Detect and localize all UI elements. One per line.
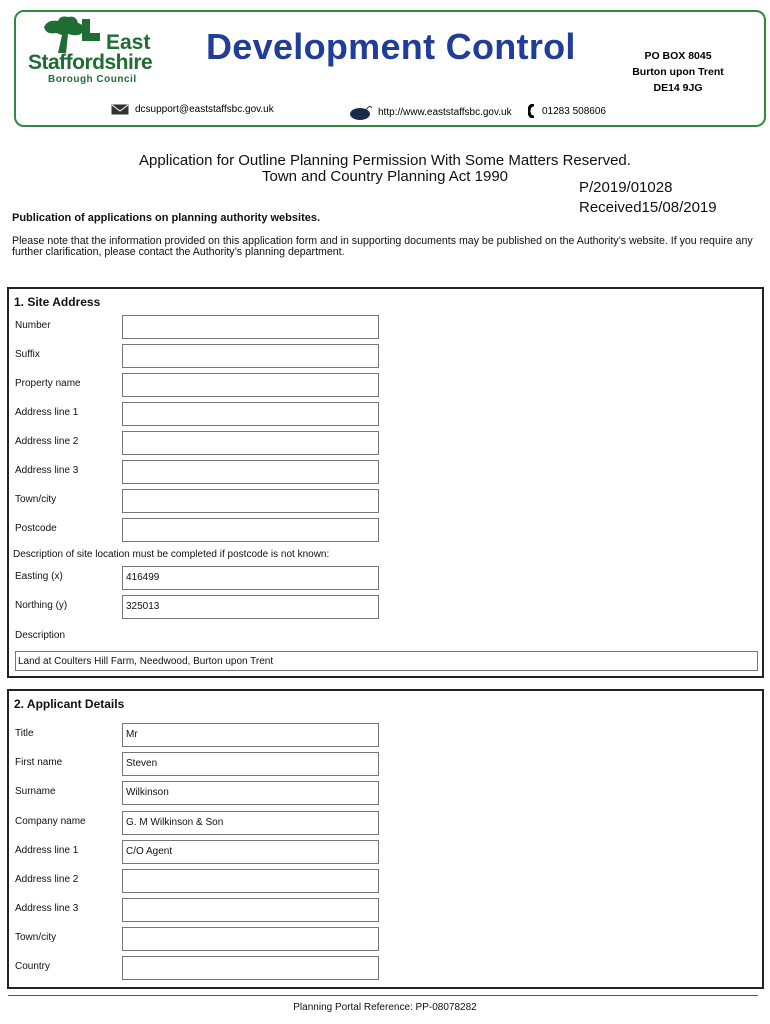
field-label: Country <box>15 961 51 972</box>
address-line: PO BOX 8045 <box>644 50 712 62</box>
received-date: Received15/08/2019 <box>579 199 717 216</box>
northing-field[interactable]: 325013 <box>122 595 379 619</box>
field-label: Address line 1 <box>15 845 79 856</box>
field-label: Surname <box>15 786 56 797</box>
easting-field[interactable]: 416499 <box>122 566 379 590</box>
footer-divider <box>8 995 758 996</box>
postal-address <box>618 48 738 96</box>
field-label: Address line 3 <box>15 903 79 914</box>
page-title: Development Control <box>206 26 576 67</box>
field-label: Town/city <box>15 932 57 943</box>
application-reference <box>579 178 717 218</box>
logo-borough-text: Borough Council <box>48 74 137 85</box>
logo-east-text: East <box>106 31 151 54</box>
address-line2-field[interactable] <box>122 431 379 455</box>
envelope-icon <box>111 104 129 115</box>
number-field[interactable] <box>122 315 379 339</box>
contact-website <box>350 104 512 120</box>
application-title-line2: Town and Country Planning Act 1990 <box>262 168 508 185</box>
field-label: Address line 1 <box>15 407 79 418</box>
section-heading: 2. Applicant Details <box>14 697 125 711</box>
field-label: Easting (x) <box>15 571 63 582</box>
header-banner <box>14 10 766 127</box>
description-field[interactable]: Land at Coulters Hill Farm, Needwood, Burton upon Trent <box>15 651 758 671</box>
field-label: Property name <box>15 378 81 389</box>
section-heading: 1. Site Address <box>14 295 101 309</box>
address-line: DE14 9JG <box>653 82 703 94</box>
first-name-field[interactable]: Steven <box>122 752 379 776</box>
publication-notice: Please note that the information provided on this application form and in supporting documents may be published on the Authority’s website. If you require any further clarification, please contact the Authority’s planning department. <box>12 235 753 258</box>
website-link[interactable]: http://www.eaststaffsbc.gov.uk <box>378 106 512 118</box>
phone-icon <box>528 104 536 118</box>
country-field[interactable] <box>122 956 379 980</box>
portal-reference: Planning Portal Reference: PP-08078282 <box>293 1002 477 1013</box>
applicant-details-section <box>7 689 764 989</box>
address-line1-field[interactable]: C/O Agent <box>122 840 379 864</box>
field-label: Northing (y) <box>15 600 68 611</box>
title-field[interactable]: Mr <box>122 723 379 747</box>
address-line3-field[interactable] <box>122 460 379 484</box>
mouse-icon <box>350 104 372 120</box>
field-label: Suffix <box>15 349 40 360</box>
application-title-line1: Application for Outline Planning Permission With Some Matters Reserved. <box>139 152 631 169</box>
field-label: Postcode <box>15 523 57 534</box>
field-label: Title <box>15 728 34 739</box>
address-line3-field[interactable] <box>122 898 379 922</box>
company-name-field[interactable]: G. M Wilkinson & Son <box>122 811 379 835</box>
field-label: Address line 3 <box>15 465 79 476</box>
town-city-field[interactable] <box>122 489 379 513</box>
publication-heading: Publication of applications on planning authority websites. <box>12 212 321 224</box>
reference-number: P/2019/01028 <box>579 179 673 196</box>
town-city-field[interactable] <box>122 927 379 951</box>
field-label: Company name <box>15 816 86 827</box>
address-line: Burton upon Trent <box>632 66 724 78</box>
field-label: Town/city <box>15 494 57 505</box>
tree-logo-icon <box>38 15 108 55</box>
email-link[interactable]: dcsupport@eaststaffsbc.gov.uk <box>135 104 274 115</box>
address-line1-field[interactable] <box>122 402 379 426</box>
field-label: Address line 2 <box>15 436 79 447</box>
phone-number: 01283 508606 <box>542 105 606 117</box>
field-label: First name <box>15 757 63 768</box>
contact-email <box>111 104 274 115</box>
council-logo <box>26 17 176 89</box>
field-label: Number <box>15 320 51 331</box>
logo-staffordshire-text: Staffordshire <box>28 51 153 74</box>
surname-field[interactable]: Wilkinson <box>122 781 379 805</box>
location-note: Description of site location must be completed if postcode is not known: <box>13 549 330 560</box>
field-label: Address line 2 <box>15 874 79 885</box>
contact-phone <box>528 104 606 118</box>
address-line2-field[interactable] <box>122 869 379 893</box>
postcode-field[interactable] <box>122 518 379 542</box>
property-name-field[interactable] <box>122 373 379 397</box>
description-label: Description <box>15 630 66 641</box>
site-address-section <box>7 287 764 678</box>
suffix-field[interactable] <box>122 344 379 368</box>
